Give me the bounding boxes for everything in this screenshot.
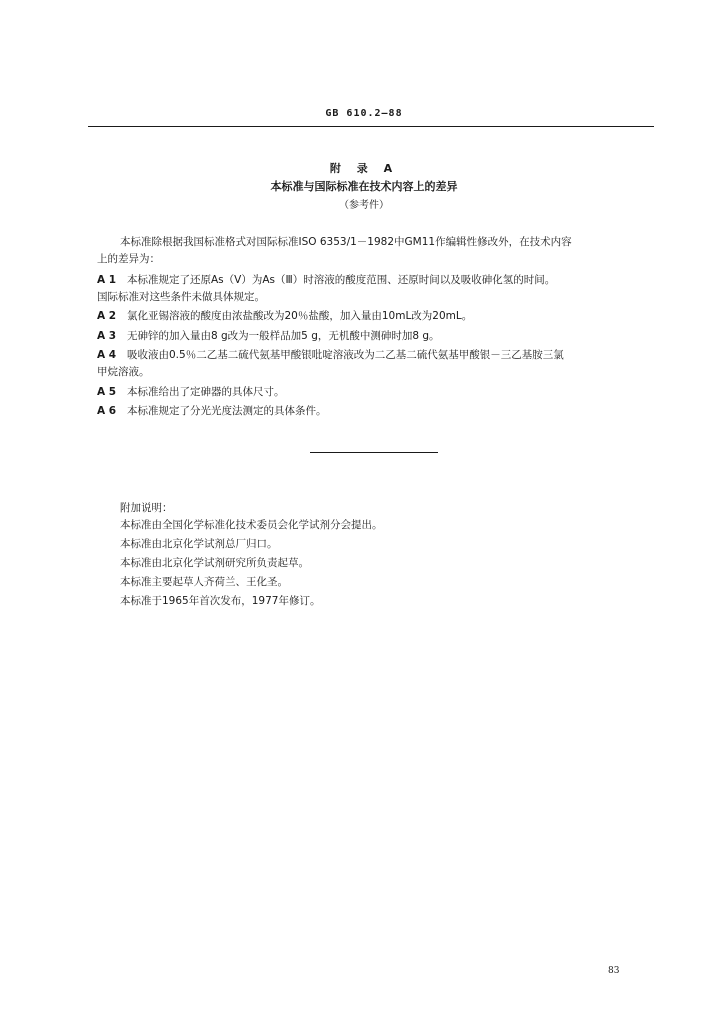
additional-heading: 附加说明： xyxy=(120,502,173,514)
standard-code: GB 610.2—88 xyxy=(325,108,403,119)
appendix-title: 附 录 A xyxy=(329,162,399,175)
item-text: 吸收液由0.5％二乙基二硫代氨基甲酸银吡啶溶液改为二乙基二硫代氨基甲酸银－三乙基胺三氯 xyxy=(127,349,564,361)
list-item xyxy=(97,384,285,401)
additional-line: 本标准于1965年首次发布，1977年修订。 xyxy=(120,595,321,607)
intro-line-2: 上的差异为： xyxy=(97,253,160,265)
list-item xyxy=(97,347,564,364)
list-item xyxy=(97,308,472,325)
item-number: A 6 xyxy=(97,405,117,417)
end-rule xyxy=(310,452,438,453)
item-text: 氯化亚锡溶液的酸度由浓盐酸改为20％盐酸，加入量由10mL改为20mL。 xyxy=(127,310,473,322)
appendix-note: （参考件） xyxy=(339,200,389,211)
additional-line: 本标准由北京化学试剂总厂归口。 xyxy=(120,538,278,550)
item-number: A 1 xyxy=(97,274,117,286)
additional-line: 本标准由北京化学试剂研究所负责起草。 xyxy=(120,557,309,569)
item-text: 本标准给出了定砷器的具体尺寸。 xyxy=(127,386,285,398)
item-text: 无砷锌的加入量由8 g改为一般样品加5 g，无机酸中测砷时加8 g。 xyxy=(127,330,440,342)
item-number: A 2 xyxy=(97,310,117,322)
item-number: A 3 xyxy=(97,330,117,342)
header-rule xyxy=(88,126,654,127)
list-item xyxy=(97,403,327,420)
item-text: 本标准规定了分光光度法测定的具体条件。 xyxy=(127,405,327,417)
additional-line: 本标准主要起草人齐荷兰、王化圣。 xyxy=(120,576,288,588)
item-text: 本标准规定了还原As（Ⅴ）为As（Ⅲ）时溶液的酸度范围、还原时间以及吸收砷化氢的时间。 xyxy=(127,274,556,286)
item-continuation: 甲烷溶液。 xyxy=(97,366,150,378)
item-continuation: 国际标准对这些条件未做具体规定。 xyxy=(97,291,265,303)
additional-line: 本标准由全国化学标准化技术委员会化学试剂分会提出。 xyxy=(120,519,383,531)
item-number: A 4 xyxy=(97,349,117,361)
appendix-subtitle: 本标准与国际标准在技术内容上的差异 xyxy=(270,180,458,193)
page-number: 83 xyxy=(608,966,620,976)
item-number: A 5 xyxy=(97,386,117,398)
list-item xyxy=(97,328,440,345)
intro-line-1: 本标准除根据我国标准格式对国际标准ISO 6353/1－1982中GM11作编辑性修改外，在技术内容 xyxy=(120,236,572,248)
list-item xyxy=(97,272,555,289)
